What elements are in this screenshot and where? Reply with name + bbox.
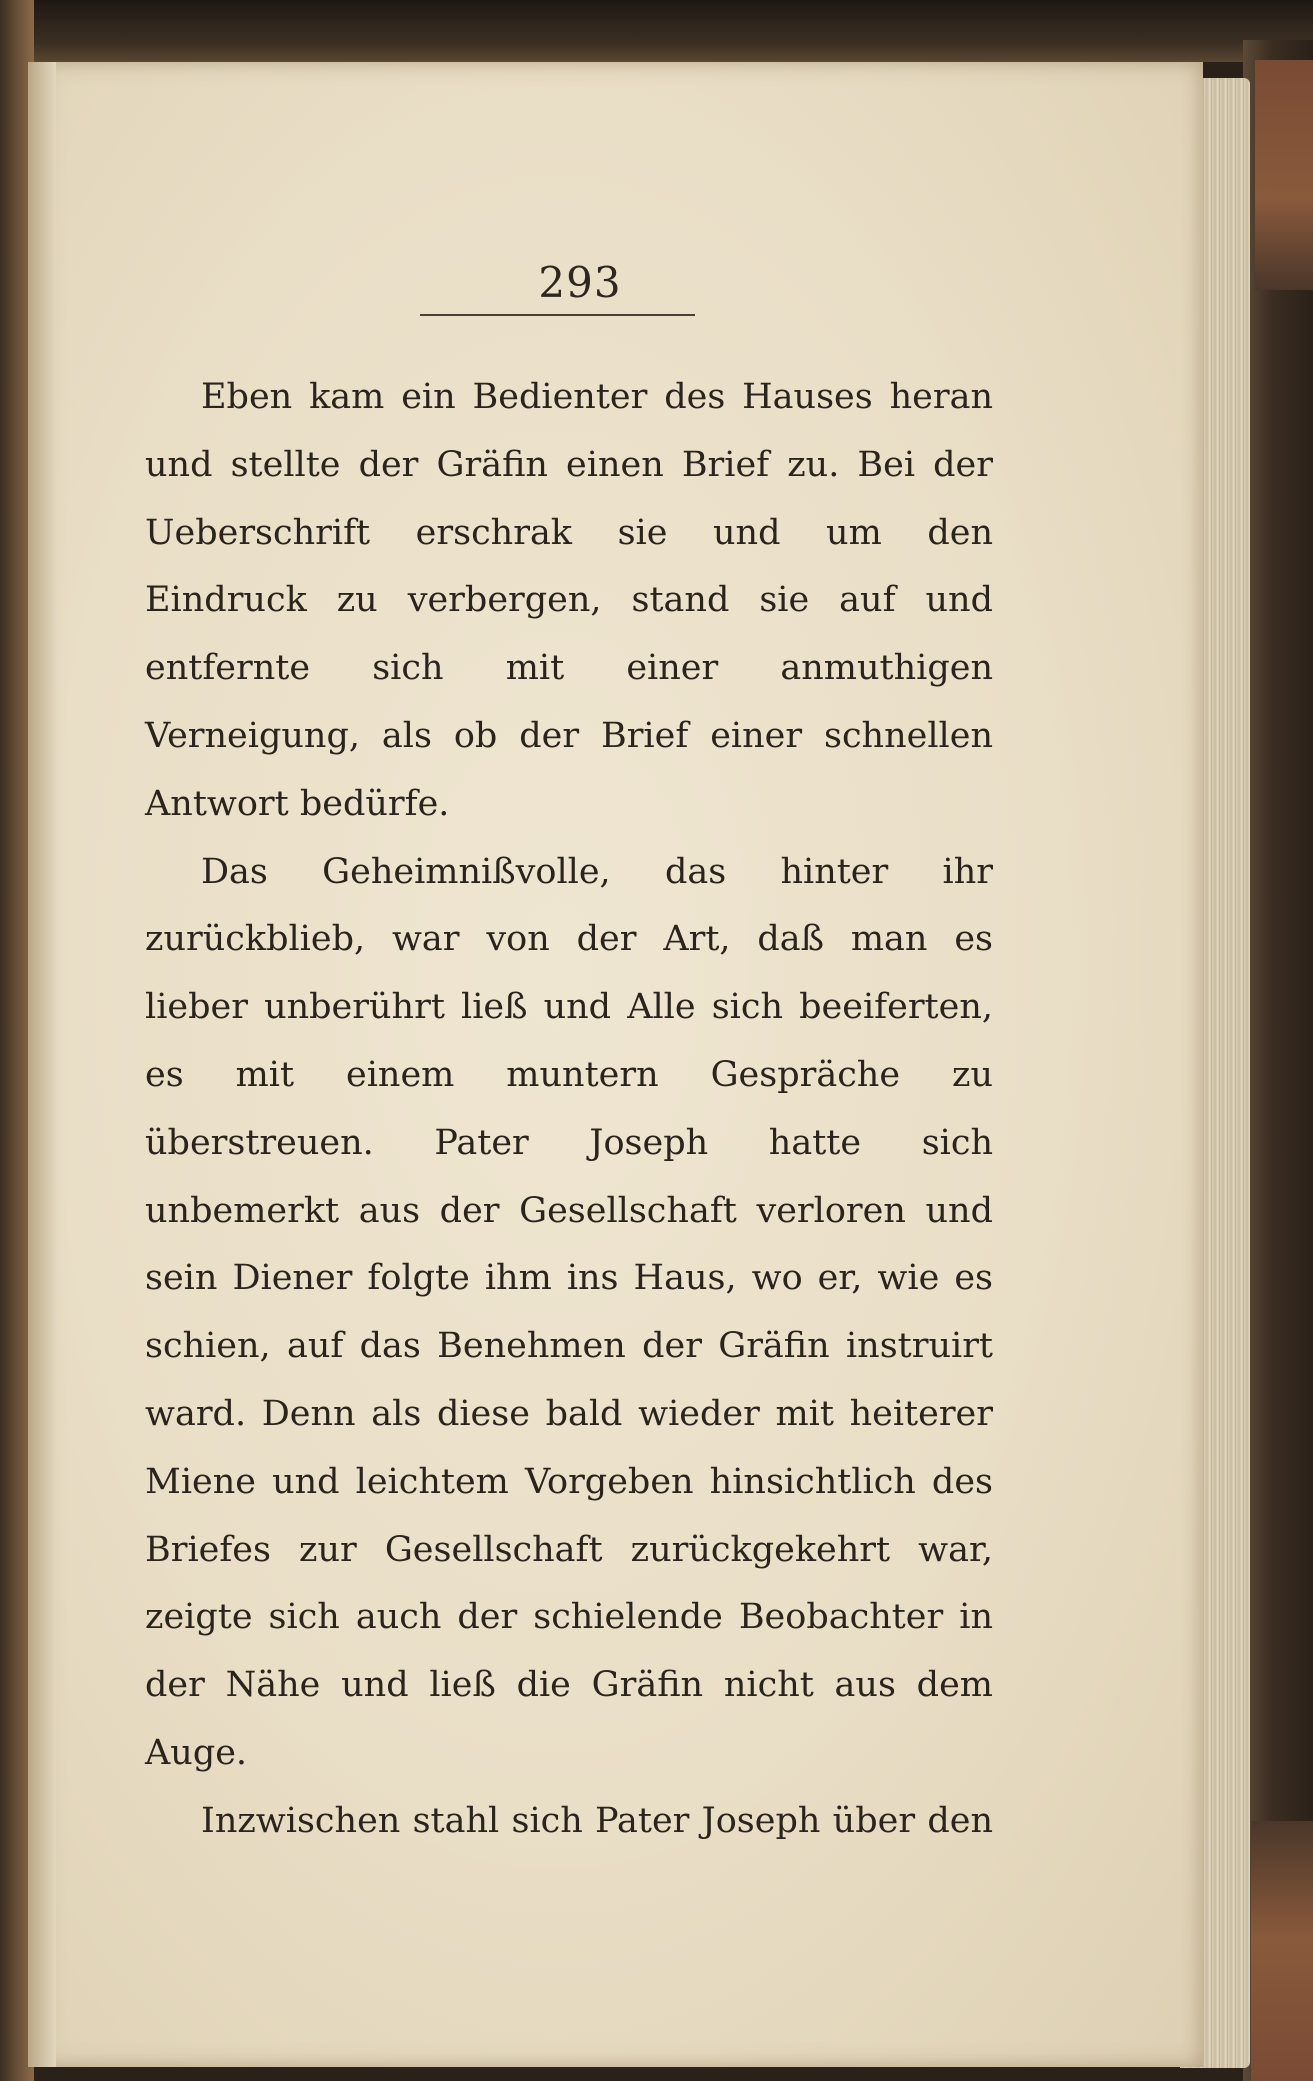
book-cover-top [0,0,1313,62]
paragraph: Eben kam ein Bedienter des Hauses heran und stellte der Gräfin einen Brief zu. Bei der Ueberschrift erschrak sie und um den Eindruck zu verbergen, stand sie auf und entfernte sich mit einer anmuthigen Verneigung, als ob der Brief einer schnellen Antwort bedürfe. [145,377,993,824]
paragraph: Das Geheimnißvolle, das hinter ihr zurückblieb, war von der Art, daß man es lieber unberührt ließ und Alle sich beeiferten, es mit einem muntern Gespräche zu überstreuen. Pater Joseph hatte sich unbemerkt aus der Gesellschaft verloren und sein Diener folgte ihm ins Haus, wo er, wie es schien, auf das Benehmen der Gräfin instruirt ward. Denn als diese bald wieder mit heiterer Miene und leichtem Vorgeben hinsichtlich des Briefes zur Gesellschaft zurückgekehrt war, zeigte sich auch der schielende Beobachter in der Nähe und ließ die Gräfin nicht aus dem Auge. [145,851,993,1773]
body-text [145,364,993,1856]
header-rule [420,314,695,316]
paragraph: Inzwischen stahl sich Pater Joseph über den [201,1800,993,1841]
book-cover-right [1243,40,1313,2081]
page-number: 293 [538,258,622,307]
page-gutter [28,62,56,2067]
leather-corner-top [1255,60,1313,290]
leather-corner-bottom [1251,1821,1313,2081]
